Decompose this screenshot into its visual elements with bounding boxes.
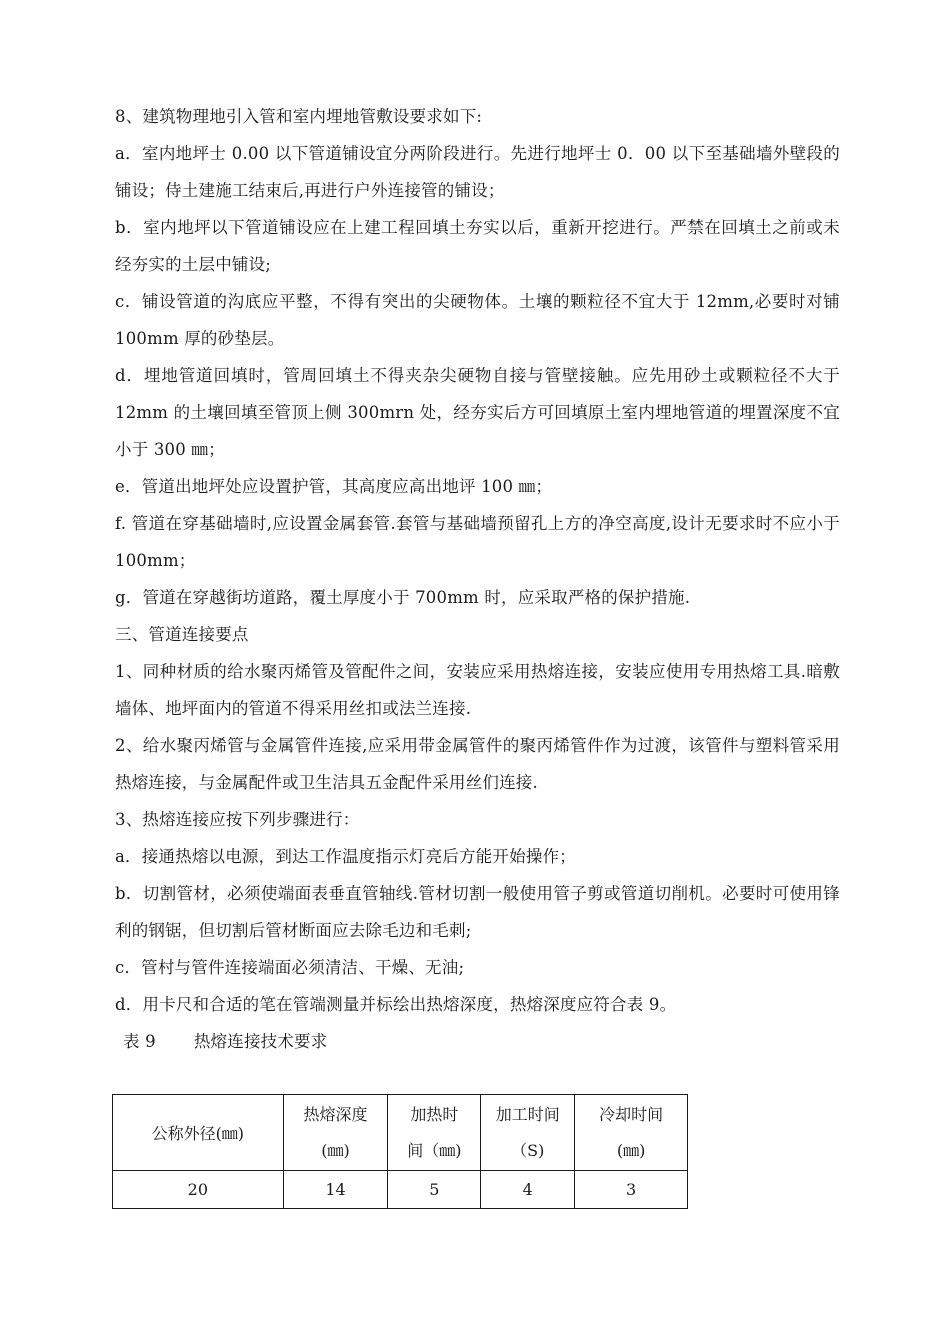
table-caption bbox=[115, 1023, 840, 1060]
section-heading-3: 三、管道连接要点 bbox=[115, 625, 249, 644]
cell-cooling-time: 3 bbox=[575, 1171, 688, 1209]
table-row bbox=[113, 1171, 688, 1209]
table-caption-number: 表 9 bbox=[123, 1032, 156, 1051]
header-nominal-diameter: 公称外径(㎜) bbox=[113, 1095, 284, 1171]
paragraph-item-c: c．铺设管道的沟底应平整，不得有突出的尖硬物体。土壤的颗粒径不宜大于 12mm,必要时对铺 100mm 厚的砂垫层。 bbox=[115, 292, 840, 348]
step-d: d．用卡尺和合适的笔在管端测量并标绘出热熔深度，热熔深度应符合表 9。 bbox=[115, 995, 677, 1014]
step-a: a．接通热熔以电源，到达工作温度指示灯亮后方能开始操作； bbox=[115, 847, 576, 866]
paragraph-item-d: d．埋地管道回填时，管周回填土不得夹杂尖硬物自接与管壁接触。应先用砂土或颗粒径不大于 12mm 的土壤回填至管顶上侧 300mrn 处，经夯实后方可回填原土室内埋地管道的埋置深度不宜小于 300 ㎜； bbox=[115, 366, 840, 459]
table-header-row bbox=[113, 1095, 688, 1171]
step-b: b．切割管材，必须使端面表垂直管轴线.管材切割一般使用管子剪或管道切削机。必要时可使用锋利的钢锯，但切割后管材断面应去除毛边和毛刺; bbox=[115, 884, 840, 940]
paragraph-2: 2、给水聚丙烯管与金属管件连接,应采用带金属管件的聚丙烯管件作为过渡，该管件与塑料管采用热熔连接，与金属配件或卫生洁具五金配件采用丝们连接. bbox=[115, 736, 840, 792]
hot-melt-spec-table bbox=[112, 1094, 688, 1209]
paragraph-1: 1、同种材质的给水聚丙烯管及管配件之间，安装应采用热熔连接，安装应使用专用热熔工具.暗敷墙体、地坪面内的管道不得采用丝扣或法兰连接. bbox=[115, 662, 840, 718]
header-processing-time: 加工时间 （S) bbox=[481, 1095, 575, 1171]
step-c: c．管村与管件连接端面必须清洁、干燥、无油; bbox=[115, 958, 465, 977]
document-body bbox=[115, 98, 840, 1060]
paragraph-3: 3、热熔连接应按下列步骤进行： bbox=[115, 810, 360, 829]
header-cooling-time: 冷却时间 (㎜) bbox=[575, 1095, 688, 1171]
header-melt-depth: 热熔深度 (㎜) bbox=[283, 1095, 388, 1171]
paragraph-item-f: f. 管道在穿基础墙时,应设置金属套管.套管与基础墙预留孔上方的净空高度,设计无要求时不应小于 100mm； bbox=[115, 514, 840, 570]
cell-nominal-diameter: 20 bbox=[113, 1171, 284, 1209]
paragraph-item-b: b．室内地坪以下管道铺设应在上建工程回填土夯实以后，重新开挖进行。严禁在回填土之前或未经夯实的土层中铺设; bbox=[115, 218, 840, 274]
header-heating-time: 加热时 间（㎜) bbox=[388, 1095, 481, 1171]
cell-heating-time: 5 bbox=[388, 1171, 481, 1209]
paragraph-item-a: a．室内地坪士 0.00 以下管道铺设宜分两阶段进行。先进行地坪士 0．00 以下至基础墙外壁段的铺设；侍土建施工结束后,再进行户外连接管的铺设； bbox=[115, 144, 840, 200]
paragraph-8-intro: 8、建筑物理地引入管和室内埋地管敷设要求如下: bbox=[115, 107, 483, 126]
cell-melt-depth: 14 bbox=[283, 1171, 388, 1209]
paragraph-item-g: g．管道在穿越街坊道路，覆土厚度小于 700mm 时，应采取严格的保护措施. bbox=[115, 588, 691, 607]
paragraph-item-e: e．管道出地坪处应设置护管，其高度应高出地评 100 ㎜； bbox=[115, 477, 553, 496]
table-caption-title: 热熔连接技术要求 bbox=[193, 1032, 328, 1051]
cell-processing-time: 4 bbox=[481, 1171, 575, 1209]
